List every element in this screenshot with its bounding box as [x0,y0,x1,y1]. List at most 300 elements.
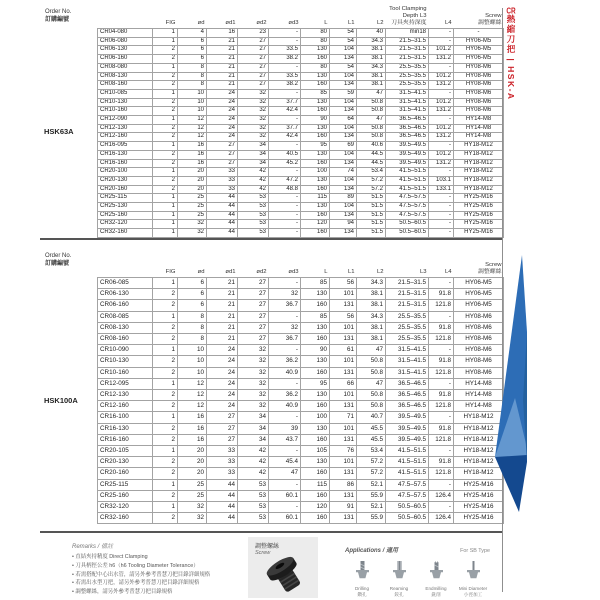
order-no-cell: CR08-130 [98,322,153,333]
table-cell: 91.8 [429,423,454,434]
table-cell: 121.8 [429,367,454,378]
table-cell: 24 [207,378,238,389]
table-cell: 101 [330,423,357,434]
table-row [98,457,504,468]
table-cell: 42 [238,168,269,177]
table-cell: 160 [301,434,330,445]
table-cell: 104 [330,203,357,212]
table-cell: HY08-M6 [454,107,504,116]
table-cell: 2 [153,159,178,168]
remark-item: • 調整螺絲，請另外參考普慧刀把目錄規格 [72,589,173,596]
table-cell: HY06-M5 [454,278,504,289]
order-no-cell: CR10-130 [98,98,153,107]
table-cell: 91.8 [429,356,454,367]
col-d3: ød3 [288,269,299,275]
table-cell: 90 [301,116,330,125]
table-cell: 21 [207,55,238,64]
table-cell: - [269,311,301,322]
table-cell: 60.1 [269,513,301,524]
table-cell: 94 [330,220,357,229]
table-cell: 2 [153,468,178,479]
table-cell: HY06-M5 [454,46,504,55]
order-no-cell: CR08-130 [98,72,153,81]
table-cell: 8 [178,311,207,322]
screw-photo-panel [248,537,318,598]
table-cell: 42 [238,176,269,185]
table-row [98,311,504,322]
col-l: L [324,20,328,26]
table-row [98,29,504,38]
table-cell: 101.2 [429,46,454,55]
table-cell: 38.1 [357,55,386,64]
table-cell: 38.1 [357,300,386,311]
table-cell: 134 [330,229,357,238]
table-row [98,345,504,356]
table-cell: 1 [153,194,178,203]
table-cell: 40 [357,29,386,38]
table-cell: 36.7 [269,334,301,345]
table-cell: HY25-M16 [454,211,504,220]
table-cell: HY18-M12 [454,434,504,445]
table-cell: 2 [153,289,178,300]
table-cell: HY08-M6 [454,89,504,98]
table-cell: 20 [178,468,207,479]
table-cell: 32 [238,89,269,98]
table-row [98,211,504,220]
table-cell: - [269,220,301,229]
table-cell: 32 [238,107,269,116]
table-cell: - [429,29,454,38]
table-cell: 104 [330,124,357,133]
table-cell: 10 [178,98,207,107]
table-cell: 44 [207,479,238,490]
table-cell: 31.5–41.5 [386,345,429,356]
table-cell: 25.5–35.5 [386,81,429,90]
table-cell: 134 [330,159,357,168]
table-cell: 27 [207,434,238,445]
table-cell: 47 [357,345,386,356]
col-d2: ød2 [256,20,267,26]
table-cell: 21.5–31.5 [386,289,429,300]
table-cell: 130 [301,203,330,212]
table-cell: HY14-M8 [454,378,504,389]
table-cell: 91 [330,502,357,513]
table-cell: 2 [153,150,178,159]
table-row [98,63,504,72]
table-cell: 130 [301,322,330,333]
col-d1: ød1 [225,269,236,275]
table-cell: 38.1 [357,322,386,333]
table-cell: 105 [301,446,330,457]
table-cell: 6 [178,300,207,311]
table-cell: HY08-M6 [454,63,504,72]
table-cell: 160 [301,229,330,238]
table-cell: 42.4 [269,107,301,116]
table-cell: 27 [207,412,238,423]
table-cell: 36.2 [269,390,301,401]
table-cell: 2 [153,356,178,367]
table-cell: 160 [301,334,330,345]
table-cell: 8 [178,334,207,345]
table-cell: 16 [178,434,207,445]
table-cell: - [269,168,301,177]
table-cell: 91.8 [429,322,454,333]
table-cell: 47 [357,89,386,98]
table-cell: 1 [153,311,178,322]
table-cell: 27 [207,423,238,434]
table-cell: 38.2 [269,81,301,90]
table-cell: 74 [330,168,357,177]
table-cell: 57.2 [357,176,386,185]
table-cell: 33.5 [269,46,301,55]
table-cell: 130 [301,176,330,185]
table-cell: 1 [153,37,178,46]
table-cell: 34 [238,142,269,151]
table-cell: 50.8 [357,367,386,378]
table-cell: 55.9 [357,513,386,524]
order-no-cell: CR25-130 [98,203,153,212]
table-cell: - [269,211,301,220]
table-cell: 47.5–57.5 [386,490,429,501]
table-cell: 20 [178,446,207,457]
order-no-cell: CR16-130 [98,150,153,159]
col-l1: L1 [347,269,355,275]
table-cell: 52.1 [357,502,386,513]
table-cell: 38.1 [357,334,386,345]
table-cell: 1 [153,168,178,177]
table-cell: 8 [178,72,207,81]
table-row [98,46,504,55]
table-cell: 50.8 [357,98,386,107]
table-cell: 61 [330,345,357,356]
table-cell: 31.5–41.5 [386,356,429,367]
table-cell: - [269,502,301,513]
table-cell: - [429,37,454,46]
table-cell: 130 [301,457,330,468]
table-cell: 21.5–31.5 [386,300,429,311]
table-cell: HY18-M12 [454,446,504,457]
table-cell: 25.5–35.5 [386,334,429,345]
table-cell: - [429,63,454,72]
table-cell: 1 [153,203,178,212]
table-row [98,176,504,185]
table-cell: 21.5–31.5 [386,278,429,289]
table-cell: 2 [153,334,178,345]
table-cell: 31.5–41.5 [386,89,429,98]
table-cell: 47.2 [269,176,301,185]
table-cell: - [429,229,454,238]
table-cell: 130 [301,356,330,367]
table-cell: 39.5–49.5 [386,412,429,423]
table-cell: 95 [301,378,330,389]
table-row [98,55,504,64]
table-cell: 16 [178,150,207,159]
table-cell: 12 [178,124,207,133]
table-cell: 32 [238,390,269,401]
table-body-hsk63a [98,29,504,238]
table-cell: - [429,345,454,356]
section-divider [40,531,503,533]
table-cell: - [269,278,301,289]
table-cell: 131 [330,468,357,479]
table-cell: HY25-M16 [454,229,504,238]
table-cell: 36.5–46.5 [386,133,429,142]
order-no-cell: CR10-090 [98,345,153,356]
table-cell: 41.5–51.5 [386,457,429,468]
table-cell: 40.9 [269,367,301,378]
table-cell: 21 [207,334,238,345]
table-cell: 4 [178,29,207,38]
table-cell: 8 [178,81,207,90]
table-cell: 12 [178,133,207,142]
table-cell: - [269,116,301,125]
table-cell: 36.7 [269,300,301,311]
table-cell: 23 [238,29,269,38]
table-cell: 76 [330,446,357,457]
table-cell: 32 [178,502,207,513]
order-no-cell: CR06-130 [98,289,153,300]
table-cell: HY25-M16 [454,479,504,490]
table-cell: 131 [330,513,357,524]
table-cell: 50.5–60.5 [386,220,429,229]
table-cell: 133.1 [429,185,454,194]
table-cell: 100 [301,168,330,177]
table-cell: 134 [330,107,357,116]
table-cell: HY25-M16 [454,513,504,524]
tool-holder-photo-fragment [487,250,531,516]
table-cell: 34.3 [357,37,386,46]
table-cell: 121.8 [429,334,454,345]
table-cell: 27 [238,72,269,81]
table-cell: - [429,479,454,490]
table-cell: 121.8 [429,401,454,412]
table-cell: 40.7 [357,412,386,423]
table-cell: 1 [153,211,178,220]
table-cell: 39.5–49.5 [386,150,429,159]
table-cell: 50.8 [357,107,386,116]
table-cell: 160 [301,55,330,64]
order-no-cell: CR08-160 [98,334,153,345]
table-cell: 12 [178,390,207,401]
order-no-cell: CR10-160 [98,107,153,116]
table-cell: 60.1 [269,490,301,501]
table-cell: 47.5–57.5 [386,203,429,212]
table-cell: 39.5–49.5 [386,159,429,168]
table-row [98,423,504,434]
table-cell: 51.5 [357,211,386,220]
table-cell: 101.2 [429,72,454,81]
table-cell: 16 [178,423,207,434]
order-no-cell: CR06-160 [98,300,153,311]
table-cell: 59 [330,89,357,98]
table-row [98,490,504,501]
table-cell: 44 [207,229,238,238]
table-cell: HY06-M5 [454,55,504,64]
table-cell: 50.8 [357,356,386,367]
order-no-cell: CR20-160 [98,468,153,479]
table-cell: HY25-M16 [454,194,504,203]
table-cell: 131 [330,401,357,412]
table-cell: 56 [330,278,357,289]
remark-item: • 直結夾持精度 Direct Clamping [72,554,148,560]
table-row [98,278,504,289]
table-cell: 27 [238,289,269,300]
table-cell: 2 [153,55,178,64]
table-cell: 31.5–41.5 [386,107,429,116]
table-cell: 36.5–46.5 [386,116,429,125]
table-cell: 130 [301,289,330,300]
table-cell: 69 [330,142,357,151]
section-divider [40,238,503,240]
table-cell: 12 [178,116,207,125]
table-cell: 34 [238,150,269,159]
table-cell: 25 [178,211,207,220]
table-cell: 104 [330,98,357,107]
table-cell: HY08-M6 [454,334,504,345]
col-d: ød [197,20,205,26]
application-reaming: Reaming 鉸孔 [382,560,416,597]
table-cell: HY18-M12 [454,176,504,185]
table-row [98,150,504,159]
table-cell: HY08-M6 [454,322,504,333]
side-tab-title [505,6,517,101]
table-row [98,229,504,238]
table-cell: 90 [301,345,330,356]
table-cell: 33 [207,468,238,479]
table-cell: 2 [153,434,178,445]
order-no-cell: CR32-160 [98,513,153,524]
order-no-cell: CR12-090 [98,116,153,125]
table-cell: 10 [178,89,207,98]
table-cell: 21.5–31.5 [386,37,429,46]
spec-table-hsk100a [97,253,504,524]
table-cell: 80 [301,63,330,72]
table-cell: 160 [301,81,330,90]
col-d1: ød1 [225,20,236,26]
screw-label-en: Screw [255,550,271,556]
table-cell: - [269,142,301,151]
table-cell: HY25-M16 [454,490,504,501]
table-cell: HY18-M12 [454,185,504,194]
col-l4: L4 [444,269,452,275]
table-cell: 131 [330,434,357,445]
order-no-cell: CR16-130 [98,423,153,434]
table-cell: 12 [178,401,207,412]
reaming-icon [391,560,408,579]
order-no-cell: CR25-115 [98,479,153,490]
table-cell: 130 [301,423,330,434]
table-row [98,513,504,524]
table-cell: 24 [207,98,238,107]
application-mini-diameter: Mini Diameter 小徑加工 [456,560,490,597]
table-cell: 2 [153,46,178,55]
table-cell: 160 [301,159,330,168]
table-cell: 32 [238,116,269,125]
table-cell: - [269,29,301,38]
table-cell: 44 [207,194,238,203]
table-cell: 115 [301,194,330,203]
table-cell: 134 [330,211,357,220]
table-cell: 32 [238,345,269,356]
table-cell: - [429,116,454,125]
table-cell: 47.5–57.5 [386,194,429,203]
table-cell: 25.5–35.5 [386,63,429,72]
remark-item: • 若需出水型刀把，請另外參考普慧刀把目錄詳細規格 [72,580,200,587]
table-cell: 31.5–41.5 [386,98,429,107]
table-row [98,133,504,142]
table-cell: HY25-M16 [454,220,504,229]
table-cell: 1 [153,502,178,513]
order-no-cjk: 訂購編號 [45,17,70,23]
table-cell: 160 [301,367,330,378]
table-cell: 48.8 [269,185,301,194]
table-cell: HY08-M6 [454,356,504,367]
table-row [98,194,504,203]
table-cell: 38.1 [357,46,386,55]
col-fig: FIG [165,269,176,275]
table-cell: 44 [207,211,238,220]
col-l: L [324,269,328,275]
table-cell: 36.5–46.5 [386,378,429,389]
table-cell: 38.1 [357,81,386,90]
order-no-cell: CR16-095 [98,142,153,151]
table-cell: 131.2 [429,81,454,90]
remark-item: • 若需搭配中心出水管，請另外參考普慧刀把目錄詳細規格 [72,571,211,578]
table-cell: 25 [178,194,207,203]
order-no-cell: CR04-080 [98,29,153,38]
table-cell: 2 [153,133,178,142]
table-cell: 101.2 [429,150,454,159]
table-cell: 24 [207,116,238,125]
table-cell: 20 [178,176,207,185]
table-cell: 130 [301,72,330,81]
table-cell: 33 [207,168,238,177]
table-cell: 120 [301,502,330,513]
table-cell: 40.9 [269,401,301,412]
table-cell: 43.7 [269,434,301,445]
table-cell: 64 [330,116,357,125]
table-cell: 95 [301,142,330,151]
table-cell: 21 [207,300,238,311]
table-cell: 27 [238,278,269,289]
table-cell: 1 [153,378,178,389]
order-no-cell: CR16-100 [98,412,153,423]
table-cell: HY14-M8 [454,390,504,401]
table-cell: - [429,211,454,220]
table-cell: 134 [330,81,357,90]
table-cell: 42 [238,185,269,194]
table-cell: 36.2 [269,356,301,367]
table-cell: 2 [153,457,178,468]
header-row [98,253,504,278]
table-cell: HY08-M6 [454,98,504,107]
table-cell: 44 [207,490,238,501]
table-cell: 1 [153,345,178,356]
for-sb-type-note: For SB Type [460,548,490,554]
order-no-cell: CR10-160 [98,367,153,378]
table-cell: HY18-M12 [454,423,504,434]
table-row [98,168,504,177]
table-cell: 41.5–51.5 [386,168,429,177]
table-cell: 24 [207,133,238,142]
table-cell: 33 [207,185,238,194]
table-row [98,107,504,116]
table-row [98,220,504,229]
table-cell: 32 [178,220,207,229]
table-cell: 91.8 [429,289,454,300]
table-cell: HY14-M8 [454,133,504,142]
table-cell: 53 [238,220,269,229]
